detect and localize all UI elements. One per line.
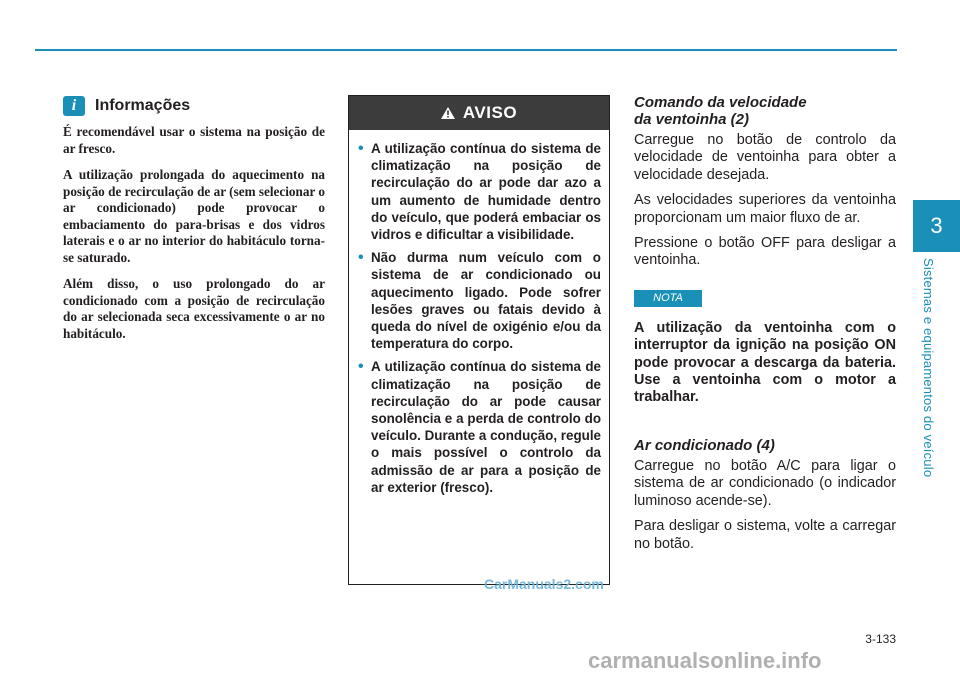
warning-box [348,95,610,585]
fan-paragraph: Pressione o botão OFF para desligar a ventoinha. [634,235,896,269]
warning-item [358,140,601,243]
page-number: 3-133 [865,632,896,646]
right-column [634,94,896,561]
info-icon: i [63,96,85,116]
bullet-icon: • [358,140,364,157]
info-title: Informações [95,97,191,114]
fan-title-line1: Comando da velocidade [634,94,807,111]
fan-paragraph: As velocidades superiores da ventoinha proporcionam um maior fluxo de ar. [634,192,896,226]
warning-triangle-icon [441,107,455,119]
warning-list [349,130,609,496]
chapter-title: Sistemas e equipamentos do veículo [921,258,936,478]
note-text: A utilização da ventoinha com o interruptor da ignição na posição ON pode provocar a descarga da bateria. Use a ventoinha com o motor a trabalhar. [634,319,896,406]
fan-paragraph: Carregue no botão de controlo da velocidade de ventoinha para obter a velocidade desejada. [634,132,896,183]
warning-item-text: A utilização contínua do sistema de climatização na posição de recirculação do ar pode dar azo a um aumento de humidade dentro do veículo, que poderá embaciar os vidros e dificultar a visibilidade. [371,141,601,243]
bullet-icon: • [358,249,364,267]
watermark: CarManuals2.com [484,576,604,592]
info-body [63,124,325,352]
fan-section-title [634,94,896,128]
info-paragraph: Além disso, o uso prolongado do ar condicionado com a posição de recirculação do ar selecionada seca excessivamente o ar no habitáculo. [63,276,325,341]
note-badge: NOTA [634,290,702,307]
fan-title-line2: da ventoinha (2) [634,111,750,128]
warning-item [358,249,601,352]
warning-title: AVISO [462,103,518,122]
ac-paragraph: Carregue no botão A/C para ligar o sistema de ar condicionado (o indicador luminoso acende-se). [634,457,896,509]
ac-section-title: Ar condicionado (4) [634,436,775,454]
warning-item-text: Não durma num veículo com o sistema de ar condicionado ou aquecimento ligado. Pode sofrer lesões graves ou fatais devido à queda do nível de oxigénio e/ou da temperatura do corpo. [371,250,601,352]
warning-item [358,358,601,496]
warning-header [349,96,609,130]
chapter-number-tab [913,200,960,252]
footer-watermark: carmanualsonline.info [588,648,822,673]
info-paragraph: A utilização prolongada do aquecimento na posição de recirculação de ar (sem selecionar o ar condicionado) pode provocar o embaciamento do para-brisas e dos vidros laterais e o ar no interior do habitáculo torna-se saturado. [63,167,325,265]
info-header [63,96,190,116]
info-paragraph: É recomendável usar o sistema na posição de ar fresco. [63,124,325,156]
chapter-number: 3 [930,213,943,238]
header-rule [35,49,897,51]
warning-item-text: A utilização contínua do sistema de climatização na posição de recirculação do ar pode causar sonolência e a perda de controlo do veículo. Durante a condução, regule o mais possível o controlo da admissão de ar para a posição de ar exterior (fresco). [371,359,601,495]
bullet-icon: • [358,358,364,376]
ac-paragraph: Para desligar o sistema, volte a carregar no botão. [634,518,896,552]
